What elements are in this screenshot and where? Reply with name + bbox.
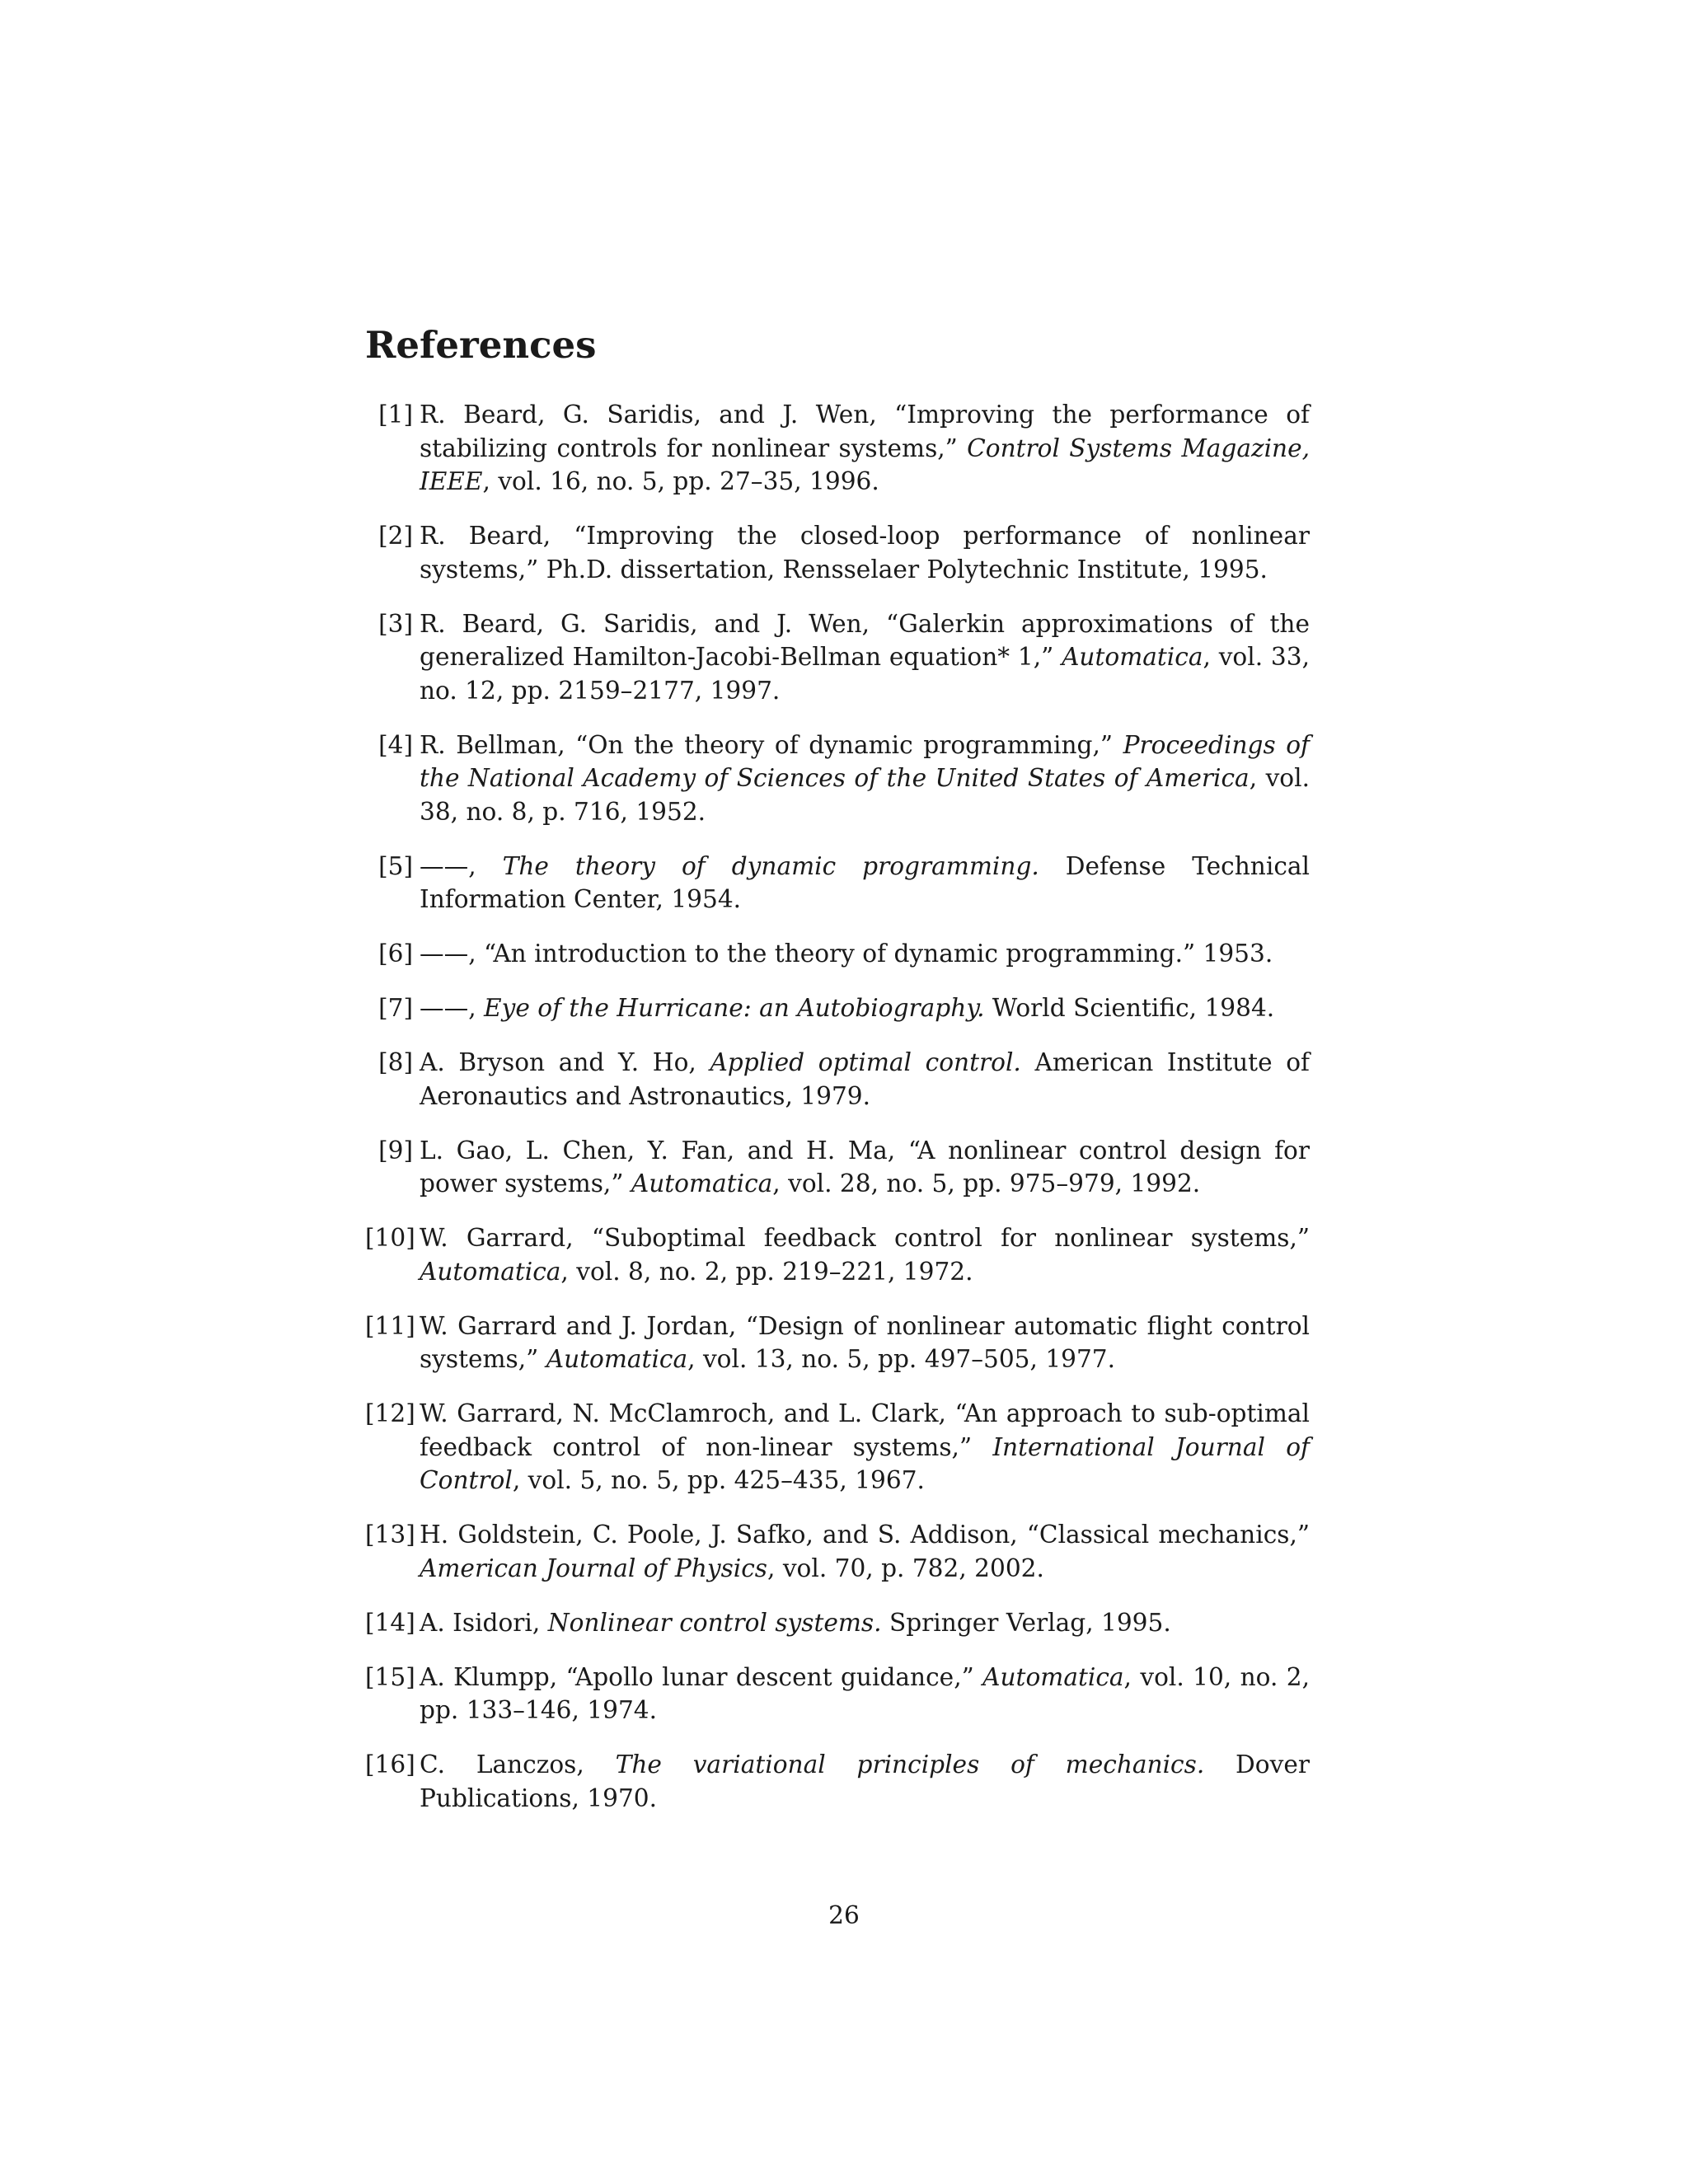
reference-text — [420, 1048, 1310, 1110]
reference-source-title: Proceedings of the National Academy of Sciences of the United States of America — [420, 730, 1310, 792]
reference-text-segment: , vol. 13, no. 5, pp. 497–505, 1977. — [687, 1345, 1116, 1373]
reference-text-segment: ——, — [420, 851, 503, 880]
reference-source-title: Automatica — [420, 1257, 561, 1286]
reference-text — [420, 994, 1274, 1022]
reference-text-segment: ——, “An introduction to the theory of dynamic programming.” 1953. — [420, 940, 1273, 968]
reference-source-title: Automatica — [546, 1345, 688, 1373]
reference-text-segment: , vol. 33, no. 12, pp. 2159–2177, 1997. — [420, 643, 1310, 705]
references-heading: References — [365, 323, 597, 367]
reference-item — [365, 1134, 1310, 1201]
reference-text — [420, 1312, 1310, 1374]
reference-item — [365, 1221, 1310, 1288]
reference-text-segment: , vol. 10, no. 2, pp. 133–146, 1974. — [420, 1662, 1310, 1724]
reference-text-segment: ——, — [420, 994, 485, 1022]
reference-text — [420, 1137, 1310, 1198]
reference-source-title: The variational principles of mechanics. — [615, 1750, 1205, 1779]
reference-text-segment: R. Bellman, “On the theory of dynamic programming,” — [420, 730, 1123, 759]
reference-number: [15] — [365, 1662, 415, 1691]
reference-text-segment: Defense Technical Information Center, 1954. — [420, 851, 1310, 913]
reference-item — [365, 1046, 1310, 1113]
reference-source-title: Applied optimal control. — [710, 1048, 1021, 1076]
reference-text-segment: W. Garrard, “Suboptimal feedback control for nonlinear systems,” — [420, 1224, 1310, 1252]
reference-text-segment: R. Beard, G. Saridis, and J. Wen, “Galerkin approximations of the generalized Hamilton-Jacobi-Bellman equation* 1,” — [420, 609, 1310, 671]
reference-number: [5] — [378, 851, 413, 880]
reference-text-segment: Springer Verlag, 1995. — [881, 1608, 1171, 1637]
reference-text-segment: , vol. 70, p. 782, 2002. — [767, 1554, 1044, 1582]
reference-text — [420, 1399, 1310, 1494]
reference-text — [420, 1609, 1171, 1637]
reference-number: [2] — [378, 522, 413, 550]
reference-text-segment: A. Bryson and Y. Ho, — [420, 1048, 710, 1076]
reference-text-segment: A. Klumpp, “Apollo lunar descent guidance,” — [420, 1662, 983, 1691]
reference-text-segment: W. Garrard, N. McClamroch, and L. Clark, “An approach to sub-optimal feedback control of non-linear systems,” — [420, 1399, 1310, 1461]
reference-number: [7] — [378, 994, 413, 1022]
page-number: 26 — [828, 1901, 860, 1929]
reference-text-segment: H. Goldstein, C. Poole, J. Safko, and S. Addison, “Classical mechanics,” — [420, 1521, 1310, 1549]
reference-item — [365, 1518, 1310, 1585]
reference-text — [420, 940, 1273, 968]
reference-text-segment: , vol. 5, no. 5, pp. 425–435, 1967. — [512, 1466, 925, 1494]
reference-text-segment: , vol. 8, no. 2, pp. 219–221, 1972. — [560, 1257, 973, 1286]
reference-text-segment: , vol. 16, no. 5, pp. 27–35, 1996. — [482, 467, 879, 495]
reference-item — [365, 991, 1310, 1025]
reference-text — [420, 401, 1310, 495]
reference-source-title: Eye of the Hurricane: an Autobiography. — [484, 994, 985, 1022]
reference-source-title: The theory of dynamic programming. — [502, 851, 1039, 880]
reference-text-segment: R. Beard, “Improving the closed-loop performance of nonlinear systems,” Ph.D. dissertation, Rensselaer Polytechnic Institute, 1995. — [420, 522, 1310, 583]
reference-list — [365, 398, 1310, 1836]
reference-number: [1] — [378, 401, 413, 429]
reference-text — [420, 522, 1310, 583]
reference-text-segment: C. Lanczos, — [420, 1750, 616, 1779]
reference-number: [4] — [378, 730, 413, 759]
reference-text-segment: World Scientific, 1984. — [984, 994, 1275, 1022]
reference-item — [365, 1748, 1310, 1815]
reference-number: [11] — [365, 1311, 415, 1340]
reference-text — [420, 1224, 1310, 1286]
reference-item — [365, 398, 1310, 499]
reference-item — [365, 1397, 1310, 1497]
reference-item — [365, 850, 1310, 916]
reference-number: [12] — [365, 1399, 415, 1427]
reference-number: [16] — [365, 1750, 415, 1779]
reference-item — [365, 1606, 1310, 1640]
reference-item — [365, 607, 1310, 708]
reference-number: [8] — [378, 1048, 413, 1076]
reference-text-segment: American Institute of Aeronautics and Astronautics, 1979. — [420, 1048, 1310, 1110]
reference-text-segment: , vol. 28, no. 5, pp. 975–979, 1992. — [772, 1169, 1201, 1197]
reference-text-segment: L. Gao, L. Chen, Y. Fan, and H. Ma, “A nonlinear control design for power systems,” — [420, 1136, 1310, 1197]
reference-text-segment: W. Garrard and J. Jordan, “Design of nonlinear automatic flight control systems,” — [420, 1311, 1310, 1373]
reference-text — [420, 1663, 1310, 1725]
reference-text-segment: , vol. 38, no. 8, p. 716, 1952. — [420, 764, 1310, 826]
reference-number: [9] — [378, 1136, 413, 1165]
reference-text — [420, 1750, 1310, 1812]
reference-source-title: Automatica — [982, 1662, 1124, 1691]
reference-text — [420, 731, 1310, 826]
reference-number: [10] — [365, 1224, 415, 1252]
reference-item — [365, 519, 1310, 586]
reference-item — [365, 1310, 1310, 1376]
reference-text-segment: Dover Publications, 1970. — [420, 1750, 1310, 1812]
reference-source-title: Automatica — [631, 1169, 773, 1197]
reference-source-title: Control Systems Magazine, IEEE — [420, 434, 1311, 495]
reference-source-title: American Journal of Physics — [420, 1554, 767, 1582]
reference-item — [365, 937, 1310, 971]
reference-number: [14] — [365, 1608, 415, 1637]
reference-source-title: Nonlinear control systems. — [547, 1608, 882, 1637]
reference-source-title: International Journal of Control — [420, 1432, 1310, 1494]
reference-number: [13] — [365, 1521, 415, 1549]
reference-number: [3] — [378, 609, 413, 638]
reference-text — [420, 852, 1310, 914]
reference-text-segment: A. Isidori, — [420, 1608, 548, 1637]
reference-text — [420, 1521, 1310, 1582]
reference-source-title: Automatica — [1062, 643, 1203, 671]
reference-number: [6] — [378, 940, 413, 968]
reference-text — [420, 610, 1310, 705]
reference-item — [365, 1661, 1310, 1727]
reference-item — [365, 729, 1310, 829]
reference-text-segment: R. Beard, G. Saridis, and J. Wen, “Improving the performance of stabilizing controls for nonlinear systems,” — [420, 401, 1310, 462]
